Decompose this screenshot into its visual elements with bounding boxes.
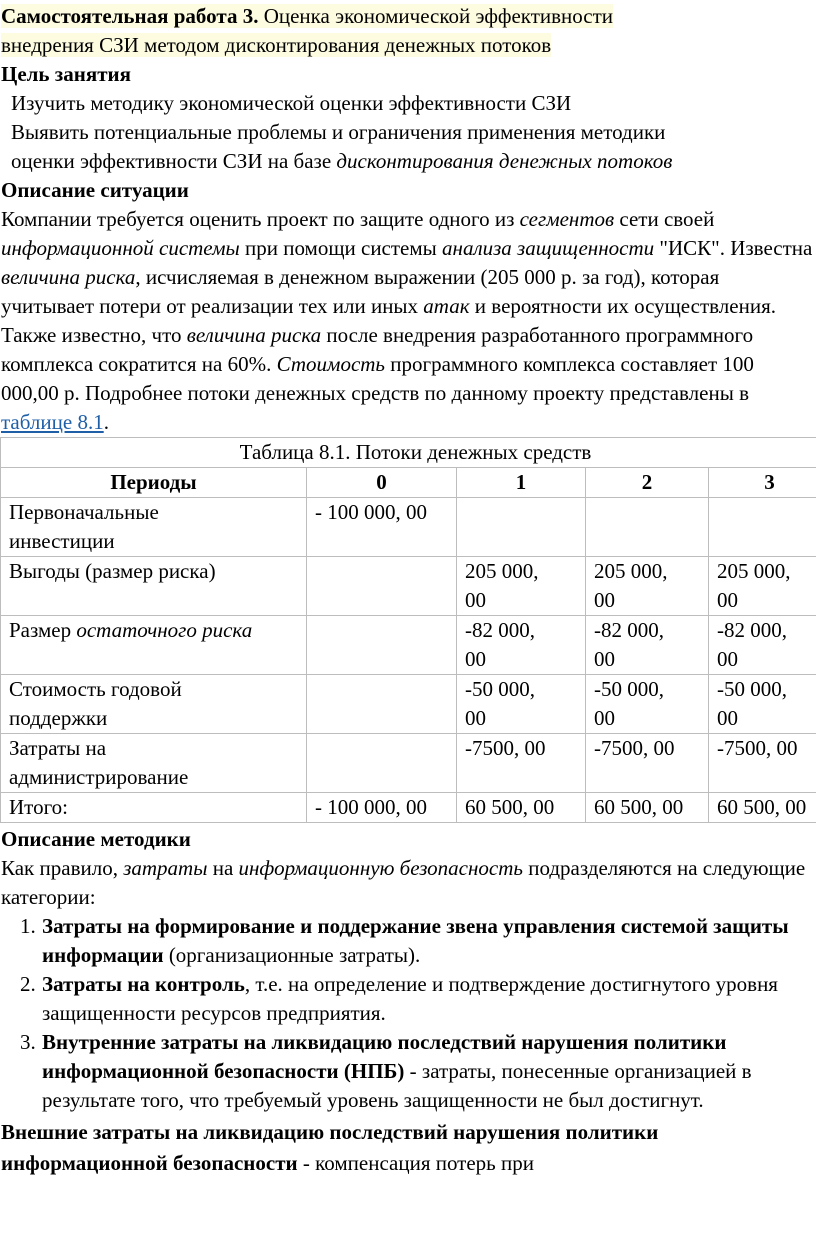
table-cell	[307, 734, 457, 793]
row-label: Стоимость годовой поддержки	[1, 675, 307, 734]
table-cell: -50 000, 00	[457, 675, 586, 734]
table-cell: -82 000, 00	[457, 616, 586, 675]
row-label: Первоначальные инвестиции	[1, 498, 307, 557]
table-cell: -50 000, 00	[586, 675, 709, 734]
cash-flow-table	[0, 437, 816, 823]
table-cell	[307, 675, 457, 734]
table-header-row	[1, 468, 816, 498]
list-item: 3. Внутренние затраты на ликвидацию последствий нарушения политики информационной безопасности (НПБ) - затраты, понесенные организацией в результате того, что требуемый уровень защищенности не был достигнут.	[41, 1028, 816, 1115]
table-cell: -7500, 00	[457, 734, 586, 793]
table-row	[1, 793, 816, 823]
situation-heading: Описание ситуации	[1, 178, 189, 202]
goal-item-1: Изучить методику экономической оценки эффективности СЗИ	[11, 91, 572, 115]
table-caption: Таблица 8.1. Потоки денежных средств	[1, 438, 816, 468]
goal-heading: Цель занятия	[1, 62, 131, 86]
table-link[interactable]: таблице 8.1	[1, 410, 104, 434]
goal-item-2-line-2: оценки эффективности СЗИ на базе	[11, 149, 337, 173]
table-cell: 60 500, 00	[586, 793, 709, 823]
table-cell: 205 000, 00	[457, 557, 586, 616]
table-header: Периоды	[1, 468, 307, 498]
row-label: Размер остаточного риска	[1, 616, 307, 675]
row-label: Итого:	[1, 793, 307, 823]
table-cell: - 100 000, 00	[307, 793, 457, 823]
table-cell: -7500, 00	[586, 734, 709, 793]
table-header: 3	[709, 468, 816, 498]
method-paragraph: Как правило, затраты на информационную безопасность подразделяются на следующие категории:	[1, 856, 806, 909]
method-heading: Описание методики	[1, 827, 191, 851]
table-header: 0	[307, 468, 457, 498]
document-title	[1, 2, 816, 60]
situation-paragraph: Компании требуется оценить проект по защите одного из сегментов сети своей информационной системы при помощи системы анализа защищенности "ИСК". Известна величина риска, исчисляемая в денежном выражении (205 000 р. за год), которая учитывает потери от реализации тех или иных атак и вероятности их осуществления. Также известно, что величина риска после внедрения разработанного программного комплекса сократится на 60%. Стоимость программного комплекса составляет 100 000,00 р. Подробнее потоки денежных средств по данному проекту представлены в таблице 8.1.	[1, 207, 813, 434]
table-cell	[709, 498, 816, 557]
goal-item-2-italic: дисконтирования денежных потоков	[336, 149, 673, 173]
title-rest-1: Оценка экономической эффективности	[258, 4, 614, 28]
table-header: 1	[457, 468, 586, 498]
title-bold: Самостоятельная работа 3.	[1, 4, 259, 28]
goal-item-2-line-1: Выявить потенциальные проблемы и ограничения применения методики	[11, 120, 666, 144]
table-cell	[586, 498, 709, 557]
goal-item-2	[1, 118, 816, 176]
table-cell	[457, 498, 586, 557]
table-row	[1, 616, 816, 675]
table-cell: 205 000, 00	[709, 557, 816, 616]
table-cell: -50 000, 00	[709, 675, 816, 734]
table-row	[1, 734, 816, 793]
table-cell: 60 500, 00	[709, 793, 816, 823]
table-row	[1, 498, 816, 557]
table-cell: 205 000, 00	[586, 557, 709, 616]
table-row	[1, 675, 816, 734]
table-header: 2	[586, 468, 709, 498]
table-cell	[307, 557, 457, 616]
external-costs-paragraph: Внешние затраты на ликвидацию последствий нарушения политики информационной безопасности - компенсация потерь при	[1, 1120, 659, 1175]
list-item: 2. Затраты на контроль, т.е. на определение и подтверждение достигнутого уровня защищенности ресурсов предприятия.	[41, 970, 816, 1028]
table-cell: -82 000, 00	[586, 616, 709, 675]
table-cell: - 100 000, 00	[307, 498, 457, 557]
cost-categories-list	[1, 912, 816, 1115]
row-label: Выгоды (размер риска)	[1, 557, 307, 616]
list-item: 1. Затраты на формирование и поддержание звена управления системой защиты информации (организационные затраты).	[41, 912, 816, 970]
row-label: Затраты на администрирование	[1, 734, 307, 793]
title-rest-2: внедрения СЗИ методом дисконтирования денежных потоков	[1, 33, 552, 57]
table-cell: -82 000, 00	[709, 616, 816, 675]
table-cell: -7500, 00	[709, 734, 816, 793]
table-cell: 60 500, 00	[457, 793, 586, 823]
table-cell	[307, 616, 457, 675]
table-row	[1, 557, 816, 616]
